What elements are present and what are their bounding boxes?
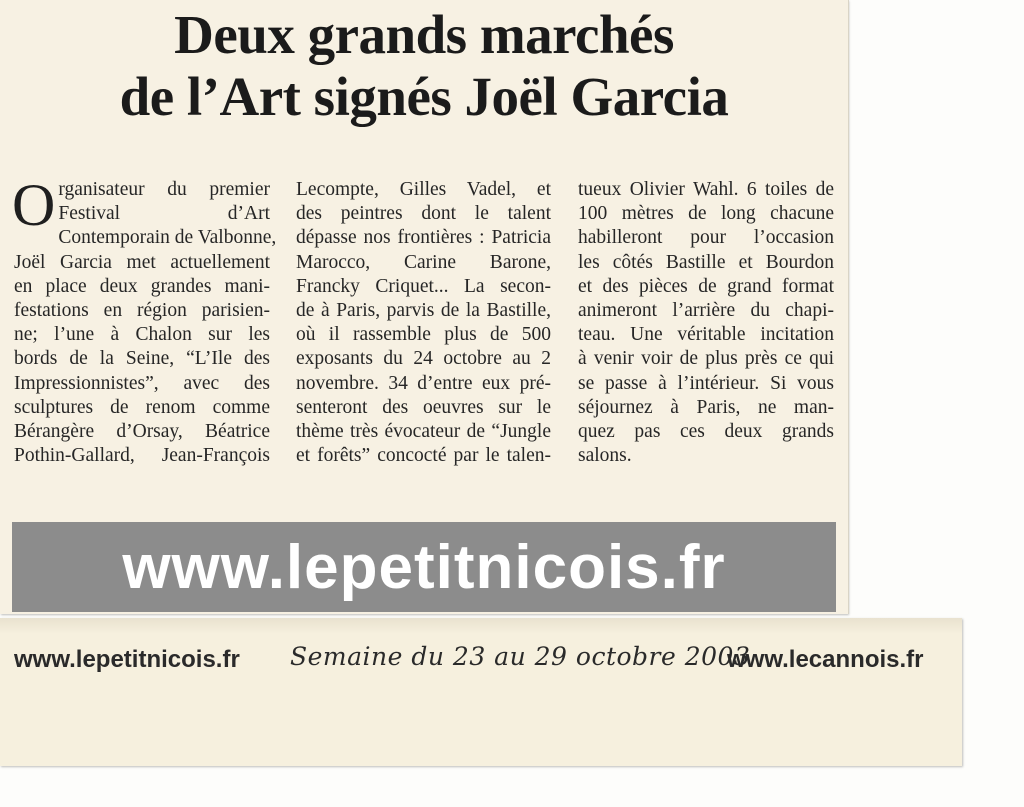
column-line: et des pièces de grand format <box>578 275 834 297</box>
column-line: Impressionnistes”, avec des <box>14 372 270 394</box>
column-line: à venir voir de plus près ce qui <box>578 348 834 370</box>
footer-site-left: www.lepetitnicois.fr <box>14 646 240 673</box>
column-line: Marocco, Carine Barone, <box>296 251 551 273</box>
column-line: et forêts” concocté par le talen- <box>296 445 551 467</box>
drop-cap: O <box>12 172 56 238</box>
article-column-1 <box>12 172 277 468</box>
column-line: festations en région parisien- <box>14 300 270 322</box>
ghost-print <box>0 618 962 634</box>
headline-line-2: de l’Art signés Joël Garcia <box>119 66 729 127</box>
column-line: novembre. 34 d’entre eux pré- <box>296 372 551 394</box>
column-line: tueux Olivier Wahl. 6 toiles de <box>578 179 834 200</box>
column-line: où il rassemble plus de 500 <box>296 324 551 346</box>
column-line: de à Paris, parvis de la Bastille, <box>296 300 551 322</box>
column-line: Contemporain de Valbonne, <box>58 227 277 249</box>
footer-strip-clipping <box>0 618 962 766</box>
clipping-edge <box>848 0 849 614</box>
column-line: des peintres dont le talent <box>296 203 551 225</box>
column-line: quez pas ces deux grands <box>578 421 834 443</box>
column-line: senteront des oeuvres sur le <box>296 396 551 418</box>
column-line: Pothin-Gallard, Jean-François <box>14 445 270 467</box>
column-line: animeront l’arrière du chapi- <box>578 300 834 322</box>
column-line: thème très évocateur de “Jungle <box>296 421 551 443</box>
column-line: Festival d’Art <box>58 203 270 225</box>
column-line: Bérangère d’Orsay, Béatrice <box>14 421 270 443</box>
website-banner: www.lepetitnicois.fr <box>12 522 836 612</box>
column-line: salons. <box>578 445 632 467</box>
column-line: bords de la Seine, “L’Ile des <box>14 348 270 370</box>
column-line: en place deux grandes mani- <box>14 275 270 297</box>
footer-date: Semaine du 23 au 29 octobre 2003 <box>290 642 751 671</box>
column-line: les côtés Bastille et Bourdon <box>578 251 834 273</box>
column-line: Francky Criquet... La secon- <box>296 275 551 297</box>
column-line: Joël Garcia met actuellement <box>14 251 270 273</box>
column-line: teau. Une véritable incitation <box>578 324 834 346</box>
column-line: 100 mètres de long chacune <box>578 203 834 225</box>
column-line: se passe à l’intérieur. Si vous <box>578 372 834 394</box>
column-line: séjournez à Paris, ne man- <box>578 396 834 418</box>
column-line: habilleront pour l’occasion <box>578 227 834 249</box>
column-line: exposants du 24 octobre au 2 <box>296 348 551 370</box>
article-column-3 <box>578 178 834 468</box>
column-line: Lecompte, Gilles Vadel, et <box>296 179 551 200</box>
column-line: dépasse nos frontières : Patricia <box>296 227 551 249</box>
article-column-2 <box>296 178 551 468</box>
column-line: rganisateur du premier <box>58 179 270 200</box>
footer-site-right: www.lecannois.fr <box>727 646 924 673</box>
headline-line-1: Deux grands marchés <box>174 4 674 65</box>
article-headline <box>0 4 848 128</box>
column-line: ne; l’une à Chalon sur les <box>14 324 270 346</box>
column-line: sculptures de renom comme <box>14 396 270 418</box>
